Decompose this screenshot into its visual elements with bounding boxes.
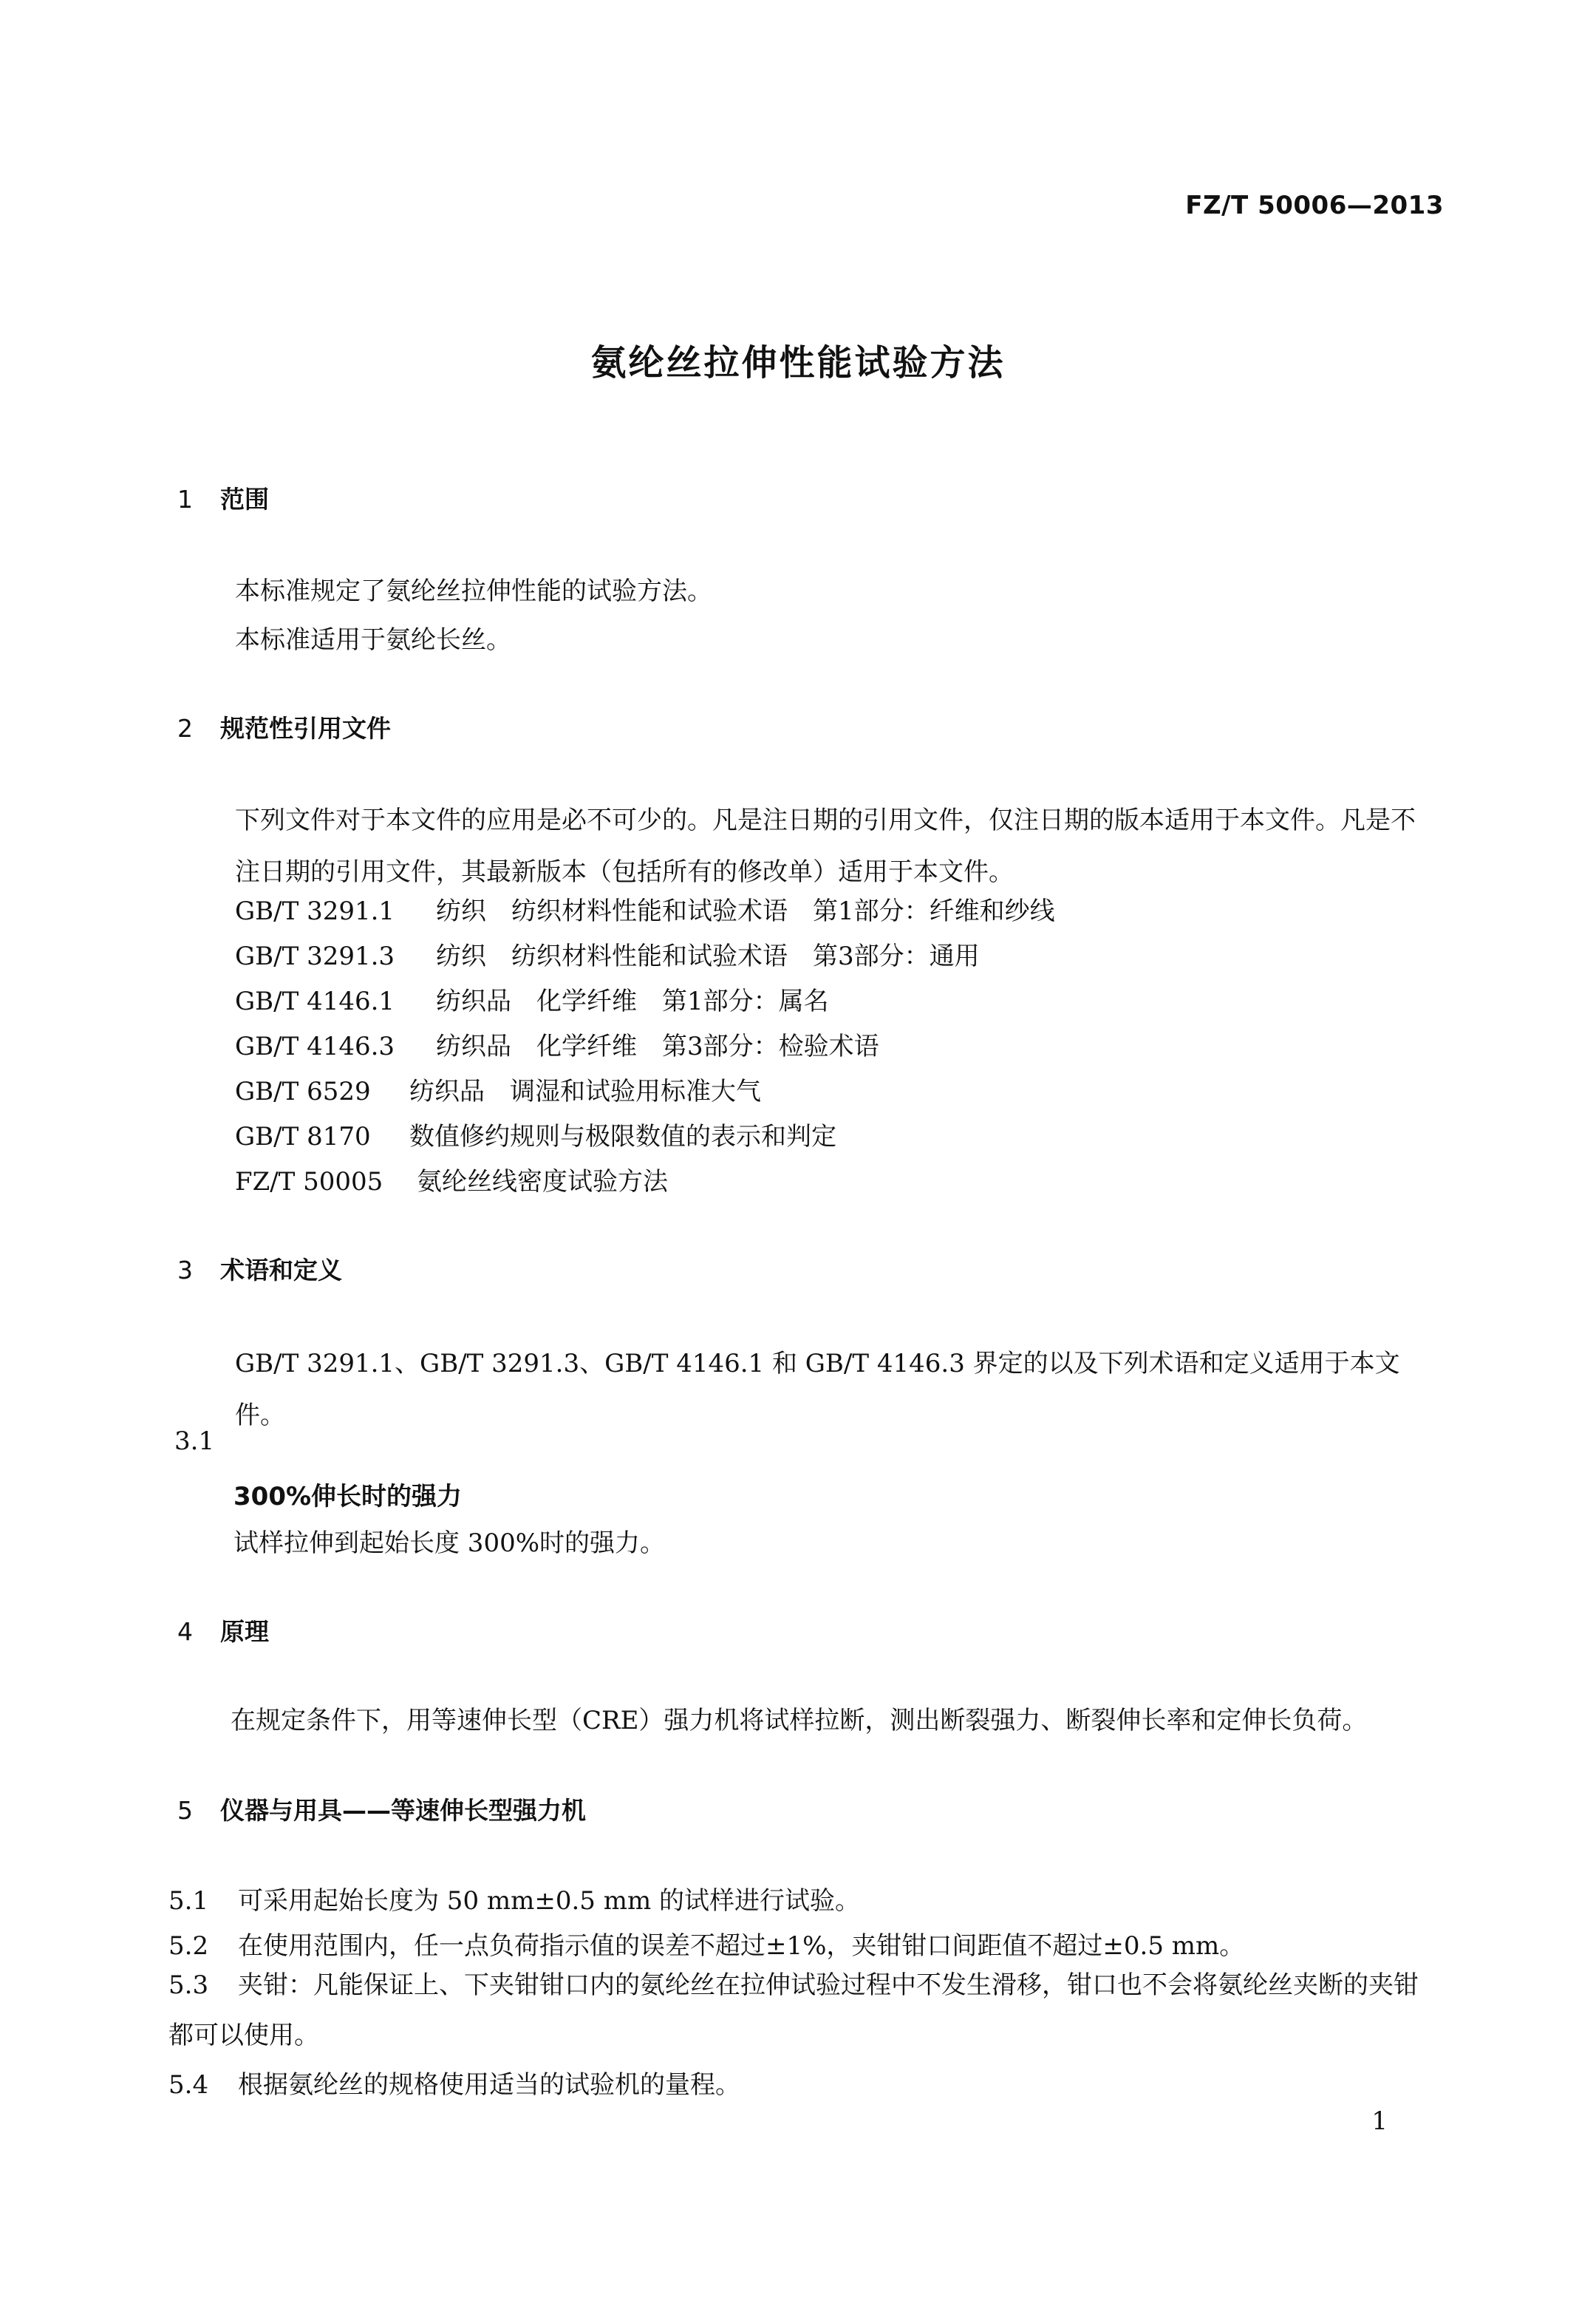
- clause-item: [168, 1925, 1244, 1962]
- section-title: 规范性引用文件: [220, 714, 391, 743]
- reference-title: 纺织品 化学纤维 第3部分：检验术语: [436, 1032, 879, 1061]
- reference-code: GB/T 6529: [235, 1077, 371, 1106]
- section-number: 3: [177, 1256, 193, 1285]
- section-number: 2: [177, 714, 193, 743]
- paragraph: 在规定条件下，用等速伸长型（CRE）强力机将试样拉断，测出断裂强力、断裂伸长率和定伸长负荷。: [231, 1706, 1368, 1735]
- reference-title: 纺织品 调湿和试验用标准大气: [409, 1077, 761, 1106]
- reference-code: GB/T 8170: [235, 1122, 371, 1152]
- section-number: 1: [177, 485, 193, 514]
- reference-item: [235, 936, 980, 972]
- section-3-heading: [177, 1251, 342, 1286]
- reference-code: GB/T 3291.3: [235, 942, 395, 971]
- paragraph: 下列文件对于本文件的应用是必不可少的。凡是注日期的引用文件，仅注日期的版本适用于本文件。凡是不注日期的引用文件，其最新版本（包括所有的修改单）适用于本文件。: [235, 806, 1416, 887]
- clause-item: [168, 1960, 1439, 2061]
- reference-item: [235, 1071, 761, 1107]
- clause-item: [168, 1880, 860, 1916]
- reference-title: 纺织 纺织材料性能和试验术语 第1部分：纤维和纱线: [436, 897, 1055, 926]
- term-title: 300%伸长时的强力: [233, 1482, 463, 1511]
- term-number: 3.1: [174, 1426, 215, 1456]
- paragraph: 本标准规定了氨纶丝拉伸性能的试验方法。: [235, 576, 712, 606]
- section-title: 原理: [220, 1617, 269, 1646]
- section-title: 术语和定义: [220, 1256, 342, 1285]
- section-number: 5: [177, 1796, 193, 1825]
- section-number: 4: [177, 1617, 193, 1646]
- reference-title: 氨纶丝线密度试验方法: [417, 1167, 668, 1197]
- reference-code: FZ/T 50005: [235, 1167, 383, 1197]
- section-5-heading: [177, 1792, 586, 1826]
- reference-item: [235, 1161, 668, 1197]
- section-title: 仪器与用具——等速伸长型强力机: [220, 1796, 586, 1825]
- section-1-heading: [177, 480, 269, 515]
- page-number: 1: [1371, 2106, 1388, 2136]
- reference-item: [235, 981, 829, 1017]
- reference-title: 数值修约规则与极限数值的表示和判定: [409, 1122, 836, 1152]
- reference-code: GB/T 4146.3: [235, 1032, 395, 1061]
- clause-number: 5.3: [168, 1970, 209, 2000]
- clause-text: 可采用起始长度为 50 mm±0.5 mm 的试样进行试验。: [238, 1886, 861, 1916]
- section-title: 范围: [220, 485, 269, 514]
- clause-item: [168, 2064, 740, 2100]
- term-definition: 试样拉伸到起始长度 300%时的强力。: [233, 1528, 666, 1558]
- reference-code: GB/T 3291.1: [235, 897, 395, 926]
- paragraph: GB/T 3291.1、GB/T 3291.3、GB/T 4146.1 和 GB/T 4146.3 界定的以及下列术语和定义适用于本文件。: [235, 1349, 1400, 1430]
- standard-code: FZ/T 50006—2013: [1185, 191, 1444, 220]
- clause-text: 根据氨纶丝的规格使用适当的试验机的量程。: [238, 2070, 740, 2100]
- section-4-heading: [177, 1613, 269, 1647]
- clause-number: 5.1: [168, 1886, 209, 1916]
- clause-number: 5.4: [168, 2070, 209, 2100]
- section-2-heading: [177, 710, 391, 744]
- reference-title: 纺织 纺织材料性能和试验术语 第3部分：通用: [436, 942, 980, 971]
- reference-item: [235, 1116, 836, 1152]
- reference-code: GB/T 4146.1: [235, 987, 395, 1016]
- reference-item: [235, 1026, 879, 1062]
- clause-text: 夹钳：凡能保证上、下夹钳钳口内的氨纶丝在拉伸试验过程中不发生滑移，钳口也不会将氨纶丝夹断的夹钳都可以使用。: [168, 1970, 1419, 2050]
- paragraph: 本标准适用于氨纶长丝。: [235, 625, 511, 655]
- document-title: 氨纶丝拉伸性能试验方法: [590, 342, 1006, 384]
- reference-title: 纺织品 化学纤维 第1部分：属名: [436, 987, 829, 1016]
- clause-number: 5.2: [168, 1931, 209, 1961]
- reference-item: [235, 891, 1055, 927]
- clause-text: 在使用范围内，任一点负荷指示值的误差不超过±1%，夹钳钳口间距值不超过±0.5 mm。: [238, 1931, 1245, 1961]
